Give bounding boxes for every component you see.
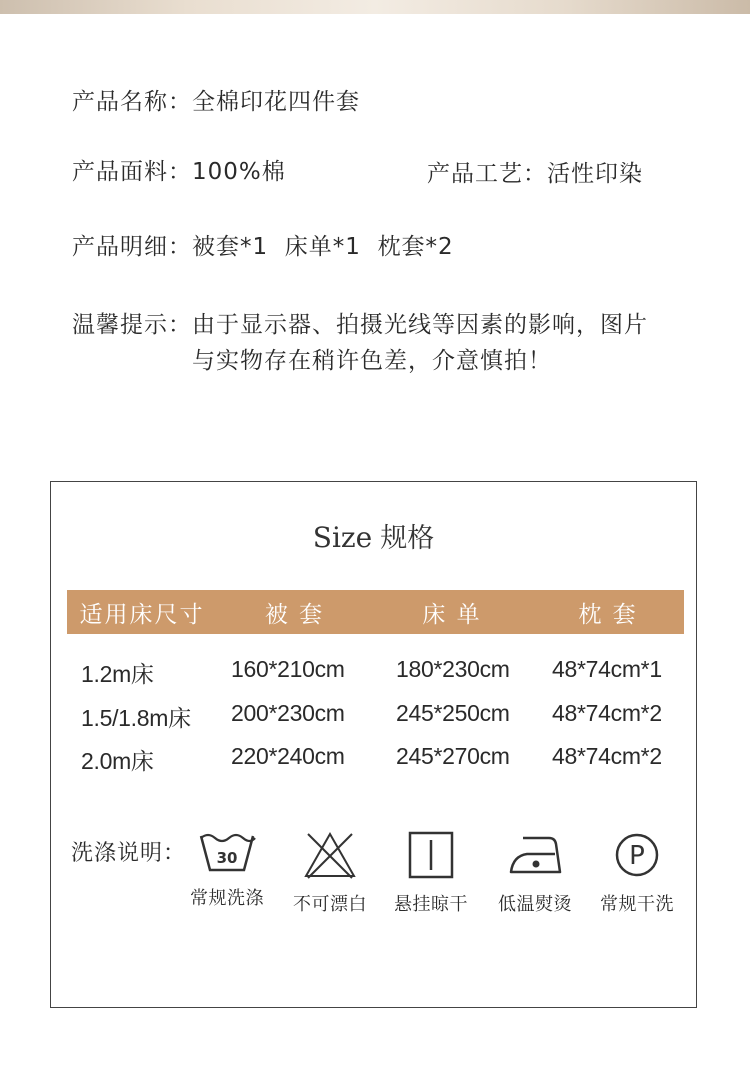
cell-bed-size: 1.2m床 — [81, 661, 154, 687]
care-item-dry-clean — [587, 830, 687, 916]
care-item-wash — [177, 830, 277, 910]
tip-text — [192, 307, 682, 379]
cell-bed-size: 2.0m床 — [81, 748, 154, 774]
product-name-label: 产品名称： — [72, 89, 192, 115]
wash-30-icon — [198, 830, 256, 874]
header-pillowcase: 枕 套 — [578, 601, 638, 628]
cell-pillowcase: 48*74cm*1 — [552, 656, 662, 682]
cell-duvet-cover: 220*240cm — [231, 743, 345, 769]
top-image-strip — [0, 0, 750, 14]
cell-duvet-cover: 160*210cm — [231, 656, 345, 682]
product-name-value: 全棉印花四件套 — [192, 89, 360, 115]
table-row — [81, 656, 702, 689]
product-craft-row — [427, 156, 643, 192]
care-item-no-bleach — [280, 830, 380, 916]
tip-line-2: 与实物存在稍许色差，介意慎拍！ — [192, 348, 552, 374]
tip-label: 温馨提示： — [72, 312, 192, 338]
care-label-no-bleach: 不可漂白 — [293, 894, 367, 915]
size-table-box — [50, 481, 697, 1008]
cell-pillowcase: 48*74cm*2 — [552, 743, 662, 769]
product-craft-label: 产品工艺： — [427, 161, 547, 187]
size-table-header — [67, 590, 684, 634]
cell-bed-sheet: 180*230cm — [396, 656, 510, 682]
product-fabric-row — [72, 154, 286, 190]
care-label-dry-clean: 常规干洗 — [600, 894, 674, 915]
size-title-cn: 规格 — [380, 523, 435, 554]
header-bed-size: 适用床尺寸 — [79, 601, 205, 628]
care-label-wash: 常规洗涤 — [190, 888, 264, 909]
tip-row — [72, 307, 682, 379]
table-row — [81, 743, 702, 776]
header-duvet-cover: 被 套 — [264, 601, 325, 628]
care-label-hang-dry: 悬挂晾干 — [394, 894, 468, 915]
cell-bed-size: 1.5/1.8m床 — [81, 705, 191, 731]
care-label-iron: 低温熨烫 — [498, 894, 572, 915]
product-craft-value: 活性印染 — [547, 161, 643, 187]
size-title — [51, 516, 696, 555]
product-fabric-value: 100%棉 — [192, 159, 286, 185]
care-instructions-label: 洗涤说明： — [71, 841, 187, 866]
table-row — [81, 700, 702, 733]
product-detail-value: 被套*1 床单*1 枕套*2 — [192, 234, 454, 260]
iron-low-icon — [507, 830, 563, 880]
tip-line-1: 由于显示器、拍摄光线等因素的影响，图片 — [192, 312, 648, 338]
cell-bed-sheet: 245*270cm — [396, 743, 510, 769]
svg-text:30: 30 — [216, 849, 238, 867]
no-bleach-icon — [302, 830, 358, 880]
svg-text:P: P — [629, 841, 645, 871]
product-detail-label: 产品明细： — [72, 234, 192, 260]
product-name-row — [72, 84, 360, 120]
cell-pillowcase: 48*74cm*2 — [552, 700, 662, 726]
cell-duvet-cover: 200*230cm — [231, 700, 345, 726]
header-bed-sheet: 床 单 — [422, 601, 482, 628]
size-title-en: Size — [312, 521, 373, 554]
dry-clean-p-icon — [612, 830, 662, 880]
product-fabric-label: 产品面料： — [72, 159, 192, 185]
product-detail-row — [72, 229, 454, 265]
hang-dry-icon — [406, 830, 456, 880]
care-item-iron — [485, 830, 585, 916]
cell-bed-sheet: 245*250cm — [396, 700, 510, 726]
care-item-hang-dry — [381, 830, 481, 916]
